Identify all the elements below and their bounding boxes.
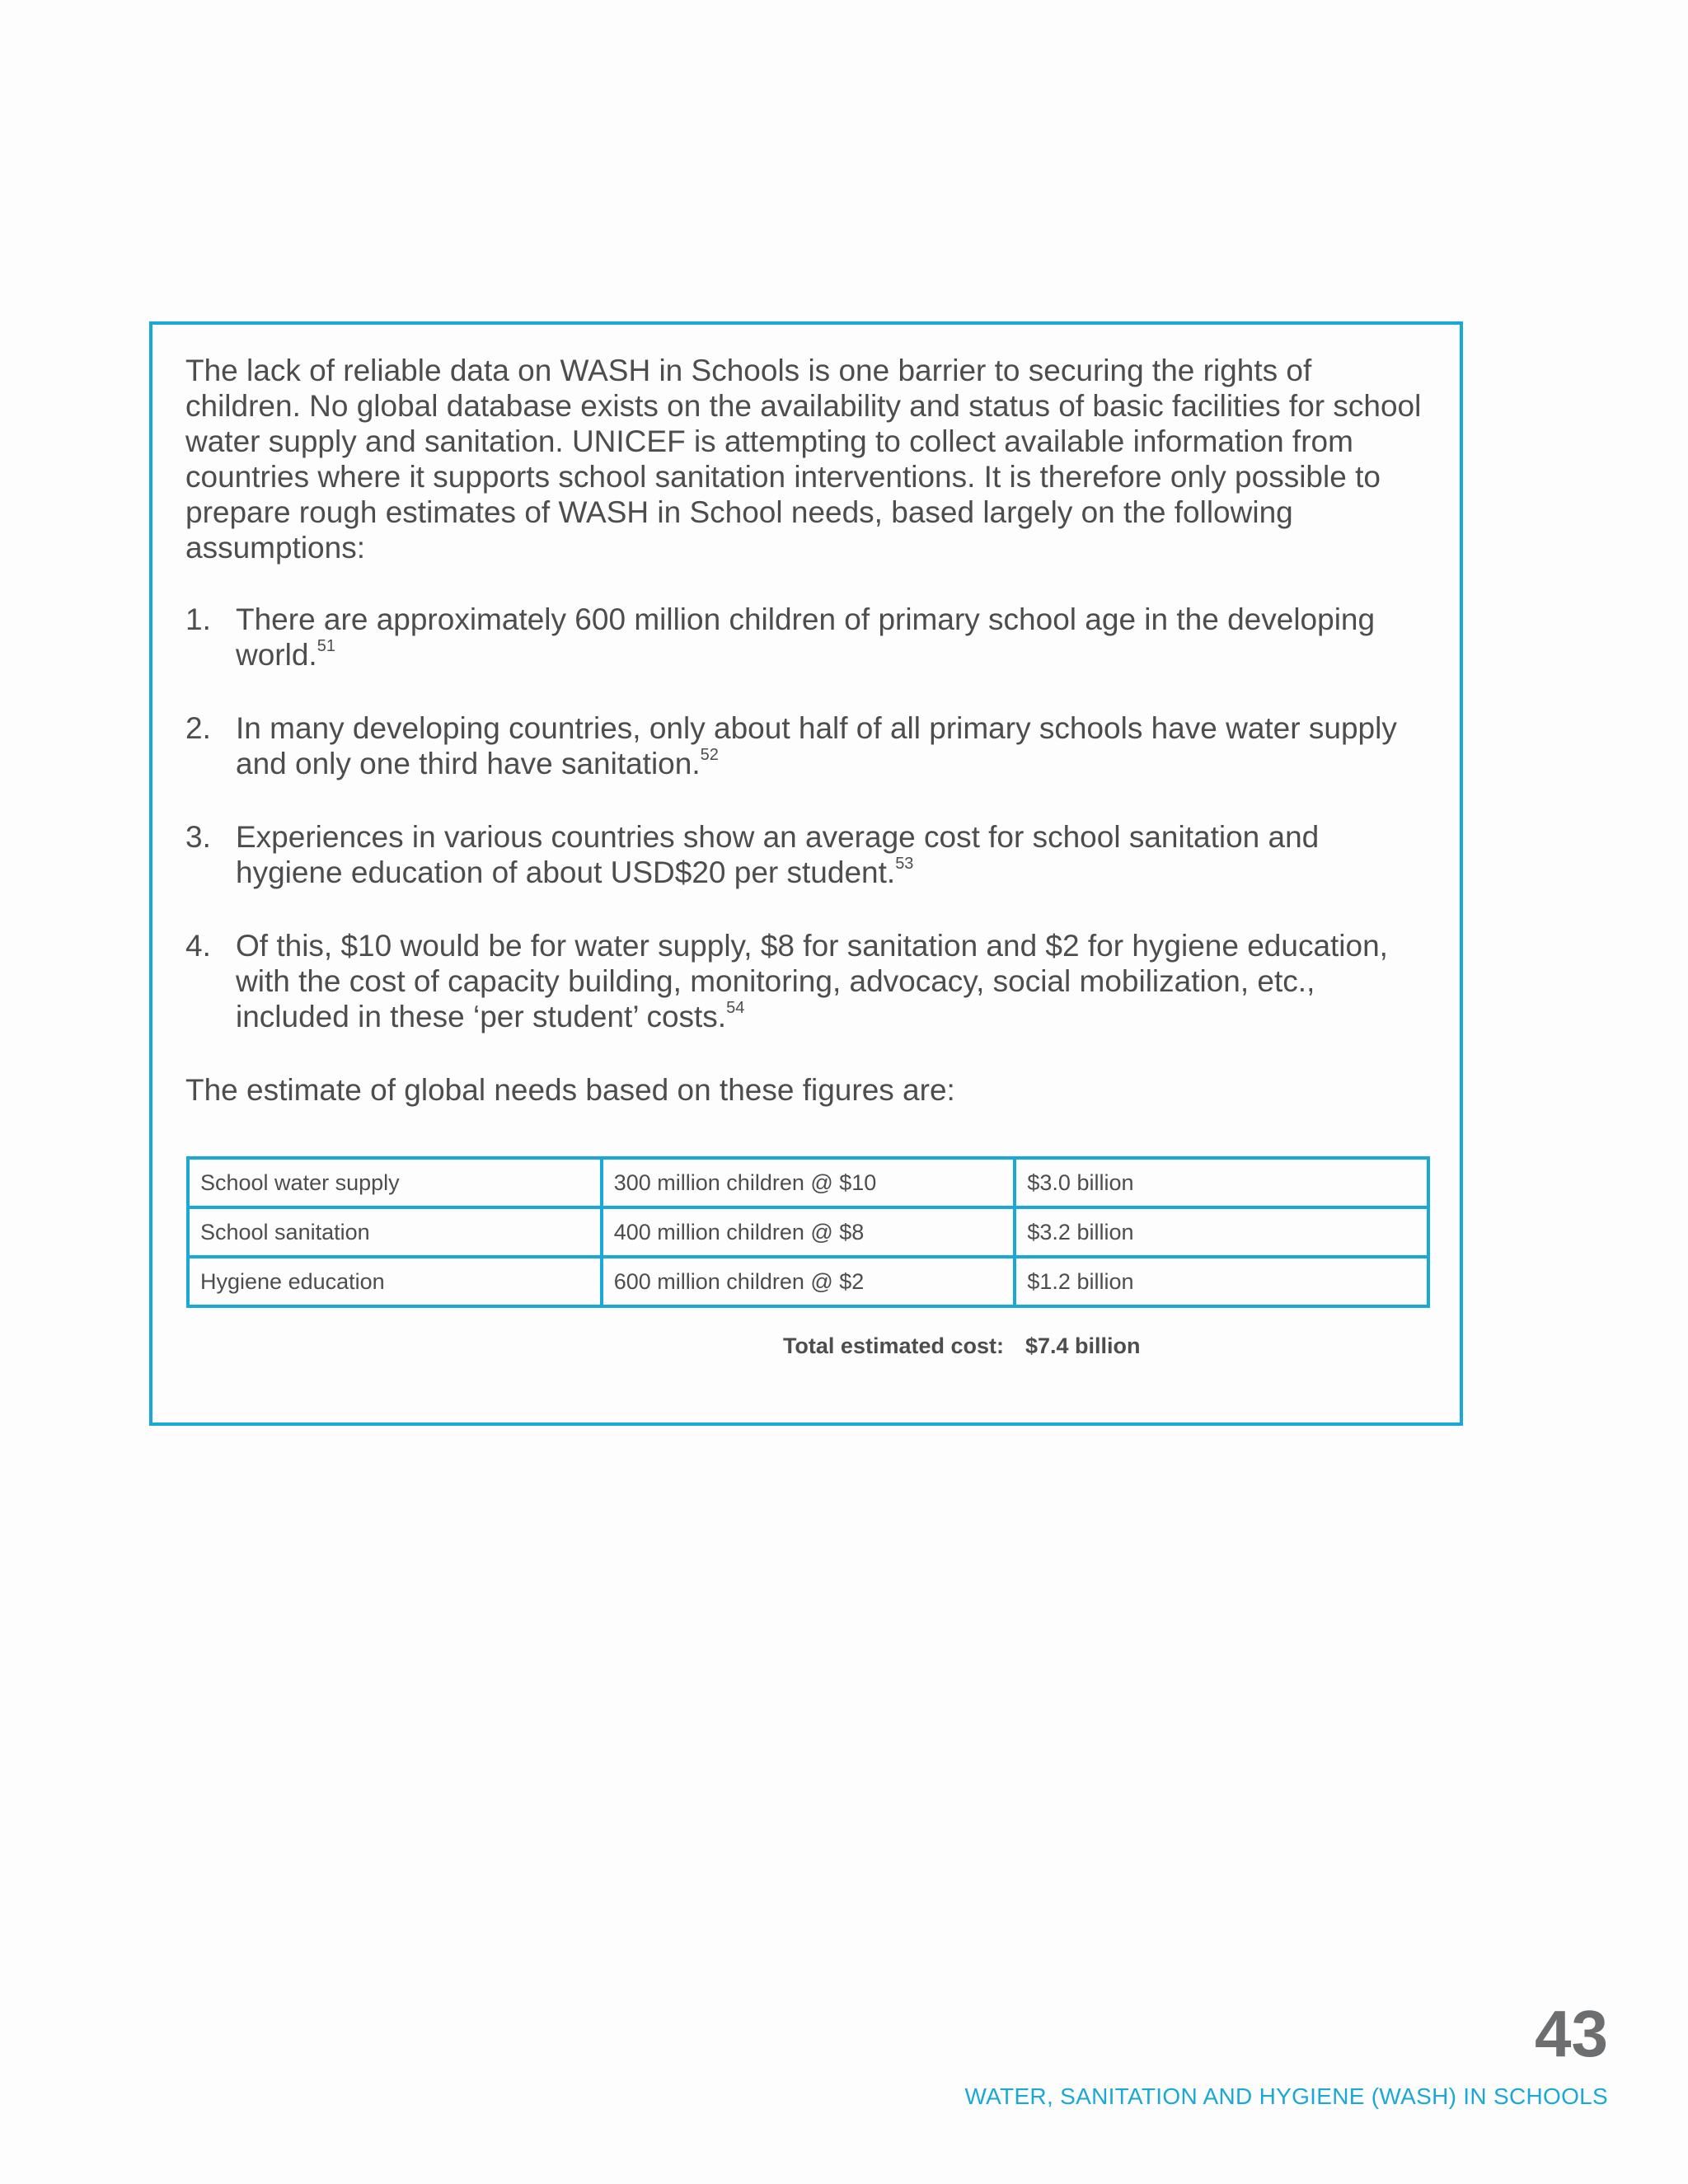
footnote-ref: 51: [316, 636, 335, 655]
list-item-number: 1.: [185, 602, 211, 636]
table-row: [188, 1207, 1428, 1257]
cost-table: [186, 1156, 1430, 1308]
list-item-number: 4.: [185, 929, 211, 963]
box-content: [185, 353, 1447, 1108]
table-row: [188, 1257, 1428, 1306]
table-cell: School water supply: [188, 1158, 602, 1207]
total-value: $7.4 billion: [1025, 1333, 1141, 1358]
table-cell: $1.2 billion: [1015, 1257, 1428, 1306]
table-cell: School sanitation: [188, 1207, 602, 1257]
table-cell: 300 million children @ $10: [602, 1158, 1015, 1207]
list-item-text: In many developing countries, only about half of all primary schools have water supply and only one third have sanitation.: [236, 711, 1397, 780]
assumptions-list: [185, 602, 1447, 1034]
list-item: [185, 928, 1431, 1034]
table-row: [188, 1158, 1428, 1207]
list-item-number: 2.: [185, 711, 211, 745]
table-cell: $3.0 billion: [1015, 1158, 1428, 1207]
footnote-ref: 53: [895, 854, 914, 873]
list-item-text: There are approximately 600 million children of primary school age in the developing world.: [236, 602, 1376, 672]
list-item: [185, 819, 1431, 890]
running-footer-title: WATER, SANITATION AND HYGIENE (WASH) IN SCHOOLS: [964, 2083, 1608, 2109]
total-label: Total estimated cost:: [782, 1333, 1004, 1358]
list-item: [185, 602, 1431, 673]
intro-paragraph: The lack of reliable data on WASH in Schools is one barrier to securing the rights of children. No global database exists on the availability and status of basic facilities for school water supply and sanitation. UNICEF is attempting to collect available information from countries where it supports school sanitation interventions. It is therefore only possible to prepare rough estimates of WASH in School needs, based largely on the following assumptions:: [185, 354, 1422, 565]
list-item: [185, 710, 1431, 781]
page-number: 43: [1535, 1997, 1608, 2070]
footnote-ref: 54: [726, 998, 745, 1017]
table-cell: 600 million children @ $2: [602, 1257, 1015, 1306]
footnote-ref: 52: [700, 745, 719, 764]
list-item-number: 3.: [185, 820, 211, 854]
outro-paragraph: The estimate of global needs based on these figures are:: [185, 1073, 955, 1107]
table-cell: $3.2 billion: [1015, 1207, 1428, 1257]
list-item-text: Of this, $10 would be for water supply, $8 for sanitation and $2 for hygiene education, with the cost of capacity building, monitoring, advocacy, social mobilization, etc., included in these ‘per student’ costs.: [236, 929, 1388, 1033]
list-item-text: Experiences in various countries show an average cost for school sanitation and hygiene education of about USD$20 per student.: [236, 820, 1320, 889]
table-cell: Hygiene education: [188, 1257, 602, 1306]
table-cell: 400 million children @ $8: [602, 1207, 1015, 1257]
